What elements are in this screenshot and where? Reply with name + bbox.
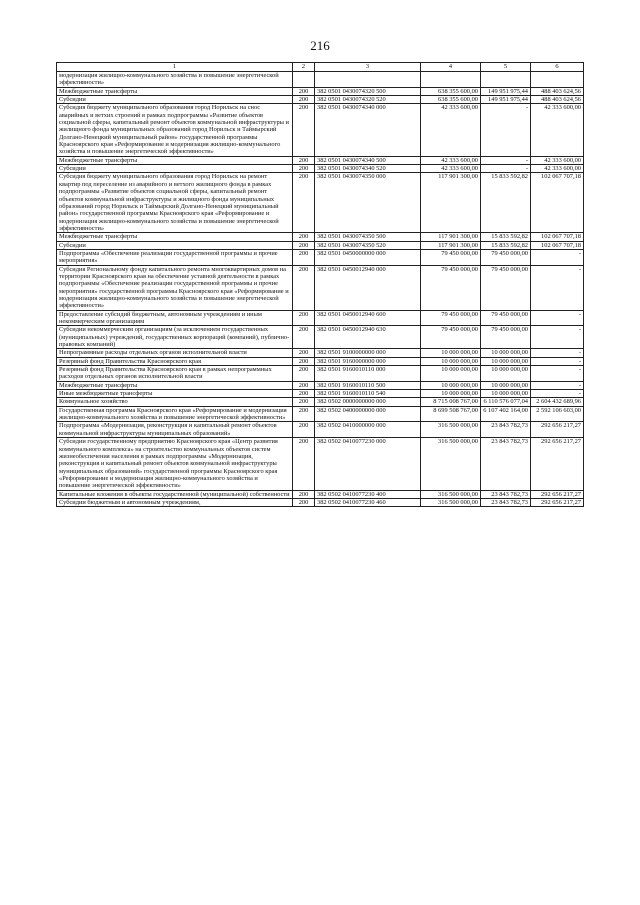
row-remaining-amount: - (531, 381, 584, 389)
row-executed-amount: 23 843 782,73 (481, 490, 531, 498)
page-number: 216 (310, 38, 330, 53)
row-description: Непрограммные расходы отдельных органов исполнительной власти (57, 349, 293, 357)
row-budget-code: 382 0502 0410000000 000 (315, 422, 421, 438)
row-description: Субсидия бюджету муниципального образования город Норильск на ремонт квартир под переселение из аварийного и ветхого жилищного фонда в рамках подпрограммы «Развитие объектов социальной сферы, капитальный ремонт объектов коммунальной инфраструктуры и жилищного фонда муниципальных образований город Норильск и Таймырский Долгано-Ненецкий муниципальный район» государственной программы Красноярского края «Реформирование и модернизация жилищно-коммунального хозяйства и повышение энергетической эффективности» (57, 173, 293, 233)
header-cell: 4 (421, 63, 481, 72)
row-remaining-amount: 102 067 707,18 (531, 241, 584, 249)
row-planned-amount: 316 500 000,00 (421, 438, 481, 490)
row-description: Резервный фонд Правительства Красноярского края в рамках непрограммных расходов отдельных органов исполнительной власти (57, 366, 293, 382)
header-cell: 3 (315, 63, 421, 72)
row-remaining-amount: - (531, 310, 584, 326)
row-remaining-amount: - (531, 326, 584, 349)
table-row (57, 498, 584, 506)
table-row (57, 438, 584, 490)
row-executed-amount: 10 000 000,00 (481, 349, 531, 357)
row-planned-amount: 79 450 000,00 (421, 326, 481, 349)
table-row (57, 156, 584, 164)
table-row (57, 326, 584, 349)
row-description: Иные межбюджетные трансферты (57, 390, 293, 398)
row-planned-amount: 10 000 000,00 (421, 390, 481, 398)
row-budget-code: 382 0501 0450012940 630 (315, 326, 421, 349)
row-admin-code: 200 (293, 249, 315, 265)
row-description: Межбюджетные трансферты (57, 156, 293, 164)
row-budget-code: 382 0501 0430074350 520 (315, 241, 421, 249)
row-budget-code: 382 0502 0000000000 000 (315, 398, 421, 406)
row-admin-code: 200 (293, 390, 315, 398)
row-remaining-amount: 292 656 217,27 (531, 422, 584, 438)
row-planned-amount: 10 000 000,00 (421, 349, 481, 357)
table-row (57, 104, 584, 156)
row-executed-amount: 149 951 975,44 (481, 87, 531, 95)
row-planned-amount: 117 901 300,00 (421, 233, 481, 241)
row-budget-code: 382 0501 9160010110 500 (315, 381, 421, 389)
row-description: Субсидии бюджетным и автономным учреждениям, (57, 498, 293, 506)
row-remaining-amount: - (531, 249, 584, 265)
row-planned-amount: 8 715 008 767,00 (421, 398, 481, 406)
table-row (57, 349, 584, 357)
row-description: Субсидия бюджету муниципального образования город Норильск на снос аварийных и ветхих строений в рамках подпрограммы «Развитие объектов социальной сферы, капитальный ремонт объектов коммунальной инфраструктуры и жилищного фонда муниципальных образований город Норильск и Таймырский Долгано-Ненецкий муниципальный район» государственной программы Красноярского края «Реформирование и модернизация жилищно-коммунального хозяйства и повышение энергетической эффективности» (57, 104, 293, 156)
header-cell: 1 (57, 63, 293, 72)
row-admin-code: 200 (293, 156, 315, 164)
row-description: Субсидии некоммерческим организациям (за исключением государственных (муниципальных) учреждений, государственных корпораций (компаний), публично-правовых компаний) (57, 326, 293, 349)
table-row (57, 390, 584, 398)
row-planned-amount: 316 500 000,00 (421, 490, 481, 498)
row-remaining-amount: - (531, 265, 584, 310)
budget-table (56, 62, 584, 507)
row-description: Предоставление субсидий бюджетным, автономным учреждениям и иным некоммерческим организациям (57, 310, 293, 326)
row-remaining-amount: 292 656 217,27 (531, 490, 584, 498)
row-planned-amount: 42 333 600,00 (421, 156, 481, 164)
row-admin-code (293, 72, 315, 88)
row-remaining-amount: 488 403 624,56 (531, 87, 584, 95)
row-budget-code: 382 0501 0450012940 600 (315, 310, 421, 326)
table-body (57, 72, 584, 507)
row-executed-amount: 79 450 000,00 (481, 310, 531, 326)
row-admin-code: 200 (293, 173, 315, 233)
row-description: Субсидии (57, 241, 293, 249)
row-budget-code: 382 0501 0450012940 000 (315, 265, 421, 310)
table-row (57, 310, 584, 326)
row-executed-amount: 79 450 000,00 (481, 249, 531, 265)
row-description: Подпрограмма «Обеспечение реализации государственной программы и прочие мероприятия» (57, 249, 293, 265)
row-budget-code: 382 0501 9160010110 000 (315, 366, 421, 382)
row-admin-code: 200 (293, 498, 315, 506)
row-executed-amount: 79 450 000,00 (481, 265, 531, 310)
row-remaining-amount: 42 333 600,00 (531, 156, 584, 164)
row-executed-amount (481, 72, 531, 88)
row-executed-amount: 10 000 000,00 (481, 381, 531, 389)
row-admin-code: 200 (293, 326, 315, 349)
table-row (57, 406, 584, 422)
row-budget-code: 382 0501 0430074340 520 (315, 165, 421, 173)
table-row (57, 265, 584, 310)
row-executed-amount: 10 000 000,00 (481, 390, 531, 398)
row-budget-code: 382 0501 9160000000 000 (315, 357, 421, 365)
row-planned-amount: 316 500 000,00 (421, 422, 481, 438)
row-budget-code (315, 72, 421, 88)
row-planned-amount: 638 355 600,00 (421, 96, 481, 104)
row-planned-amount: 42 333 600,00 (421, 165, 481, 173)
table-row (57, 173, 584, 233)
table-row (57, 249, 584, 265)
table-row (57, 233, 584, 241)
table-row (57, 366, 584, 382)
row-remaining-amount: 488 403 624,56 (531, 96, 584, 104)
row-executed-amount: 15 833 592,82 (481, 241, 531, 249)
row-remaining-amount: 102 067 707,18 (531, 173, 584, 233)
row-budget-code: 382 0501 9100000000 000 (315, 349, 421, 357)
row-description: Межбюджетные трансферты (57, 87, 293, 95)
row-description: Государственная программа Красноярского края «Реформирование и модернизация жилищно-коммунального хозяйства и повышение энергетической эффективности» (57, 406, 293, 422)
row-executed-amount: - (481, 165, 531, 173)
row-planned-amount: 79 450 000,00 (421, 265, 481, 310)
row-planned-amount: 638 355 600,00 (421, 87, 481, 95)
row-remaining-amount: - (531, 349, 584, 357)
row-planned-amount: 10 000 000,00 (421, 366, 481, 382)
row-admin-code: 200 (293, 366, 315, 382)
row-admin-code: 200 (293, 398, 315, 406)
row-planned-amount: 42 333 600,00 (421, 104, 481, 156)
row-budget-code: 382 0502 0400000000 000 (315, 406, 421, 422)
row-budget-code: 382 0502 0410077230 460 (315, 498, 421, 506)
table-row (57, 165, 584, 173)
row-executed-amount: 6 107 402 164,00 (481, 406, 531, 422)
row-planned-amount: 8 699 508 767,00 (421, 406, 481, 422)
row-description: Субсидии (57, 96, 293, 104)
row-planned-amount: 79 450 000,00 (421, 249, 481, 265)
row-executed-amount: 23 843 782,73 (481, 438, 531, 490)
row-admin-code: 200 (293, 233, 315, 241)
row-admin-code: 200 (293, 406, 315, 422)
row-description: Резервный фонд Правительства Красноярского края (57, 357, 293, 365)
row-remaining-amount: 2 604 432 689,96 (531, 398, 584, 406)
row-budget-code: 382 0502 0410077230 400 (315, 490, 421, 498)
row-description: Субсидии государственному предприятию Красноярского края «Центр развития коммунального комплекса» на строительство коммунальных объектов систем жизнеобеспечения населения в рамках подпрограммы «Модернизация, реконструкция и капитальный ремонт объектов коммунальной инфраструктуры муниципальных образований» государственной программы Красноярского края «Реформирование и модернизация жилищно-коммунального хозяйства и повышение энергетической эффективности» (57, 438, 293, 490)
row-description: Межбюджетные трансферты (57, 381, 293, 389)
table-header-row (57, 63, 584, 72)
table-row (57, 357, 584, 365)
row-admin-code: 200 (293, 422, 315, 438)
row-admin-code: 200 (293, 310, 315, 326)
row-remaining-amount: 102 067 707,18 (531, 233, 584, 241)
row-planned-amount: 316 500 000,00 (421, 498, 481, 506)
row-budget-code: 382 0501 0430074320 520 (315, 96, 421, 104)
row-admin-code: 200 (293, 438, 315, 490)
row-description: Подпрограмма «Модернизация, реконструкция и капитальный ремонт объектов коммунальной инфраструктуры муниципальных образований» (57, 422, 293, 438)
row-executed-amount: 15 833 592,82 (481, 173, 531, 233)
row-admin-code: 200 (293, 241, 315, 249)
row-budget-code: 382 0502 0410077230 000 (315, 438, 421, 490)
row-description: Субсидии (57, 165, 293, 173)
row-executed-amount: 6 110 576 077,04 (481, 398, 531, 406)
row-remaining-amount: 42 333 600,00 (531, 104, 584, 156)
row-executed-amount: 23 843 782,73 (481, 498, 531, 506)
row-admin-code: 200 (293, 349, 315, 357)
row-admin-code: 200 (293, 265, 315, 310)
row-budget-code: 382 0501 0430074320 500 (315, 87, 421, 95)
row-planned-amount: 117 901 300,00 (421, 173, 481, 233)
row-budget-code: 382 0501 0430074350 500 (315, 233, 421, 241)
row-admin-code: 200 (293, 381, 315, 389)
row-description: модернизация жилищно-коммунального хозяйства и повышение энергетической эффективности» (57, 72, 293, 88)
row-remaining-amount: 2 592 106 603,00 (531, 406, 584, 422)
row-executed-amount: - (481, 156, 531, 164)
table-row (57, 422, 584, 438)
row-remaining-amount: 292 656 217,27 (531, 438, 584, 490)
row-remaining-amount: 42 333 600,00 (531, 165, 584, 173)
row-executed-amount: 15 833 592,82 (481, 233, 531, 241)
header-cell: 2 (293, 63, 315, 72)
table-row (57, 241, 584, 249)
row-description: Капитальные вложения в объекты государственной (муниципальной) собственности (57, 490, 293, 498)
row-description: Межбюджетные трансферты (57, 233, 293, 241)
row-admin-code: 200 (293, 357, 315, 365)
row-admin-code: 200 (293, 96, 315, 104)
row-planned-amount: 79 450 000,00 (421, 310, 481, 326)
row-executed-amount: 149 951 975,44 (481, 96, 531, 104)
row-executed-amount: 10 000 000,00 (481, 357, 531, 365)
row-description: Субсидия Региональному фонду капитального ремонта многоквартирных домов на территории Красноярского края на обеспечение уставной деятельности в рамках подпрограммы «Обеспечение реализации государственной программы и прочие мероприятия» государственной программы Красноярского края «Реформирование и модернизация жилищно-коммунального хозяйства и повышение энергетической эффективности» (57, 265, 293, 310)
row-planned-amount: 10 000 000,00 (421, 381, 481, 389)
row-remaining-amount: 292 656 217,27 (531, 498, 584, 506)
header-cell: 6 (531, 63, 584, 72)
row-admin-code: 200 (293, 490, 315, 498)
row-budget-code: 382 0501 0450000000 000 (315, 249, 421, 265)
row-budget-code: 382 0501 0430074350 000 (315, 173, 421, 233)
row-executed-amount: 10 000 000,00 (481, 366, 531, 382)
row-remaining-amount: - (531, 366, 584, 382)
row-remaining-amount: - (531, 390, 584, 398)
table-row (57, 96, 584, 104)
header-cell: 5 (481, 63, 531, 72)
row-admin-code: 200 (293, 87, 315, 95)
row-budget-code: 382 0501 0430074340 500 (315, 156, 421, 164)
table-row (57, 72, 584, 88)
table-row (57, 398, 584, 406)
row-admin-code: 200 (293, 104, 315, 156)
table-row (57, 490, 584, 498)
row-executed-amount: 79 450 000,00 (481, 326, 531, 349)
table-row (57, 87, 584, 95)
row-budget-code: 382 0501 9160010110 540 (315, 390, 421, 398)
row-admin-code: 200 (293, 165, 315, 173)
row-remaining-amount: - (531, 357, 584, 365)
table-row (57, 381, 584, 389)
row-planned-amount (421, 72, 481, 88)
row-executed-amount: 23 843 782,73 (481, 422, 531, 438)
row-remaining-amount (531, 72, 584, 88)
row-planned-amount: 117 901 300,00 (421, 241, 481, 249)
row-planned-amount: 10 000 000,00 (421, 357, 481, 365)
row-budget-code: 382 0501 0430074340 000 (315, 104, 421, 156)
row-description: Коммунальное хозяйство (57, 398, 293, 406)
row-executed-amount: - (481, 104, 531, 156)
